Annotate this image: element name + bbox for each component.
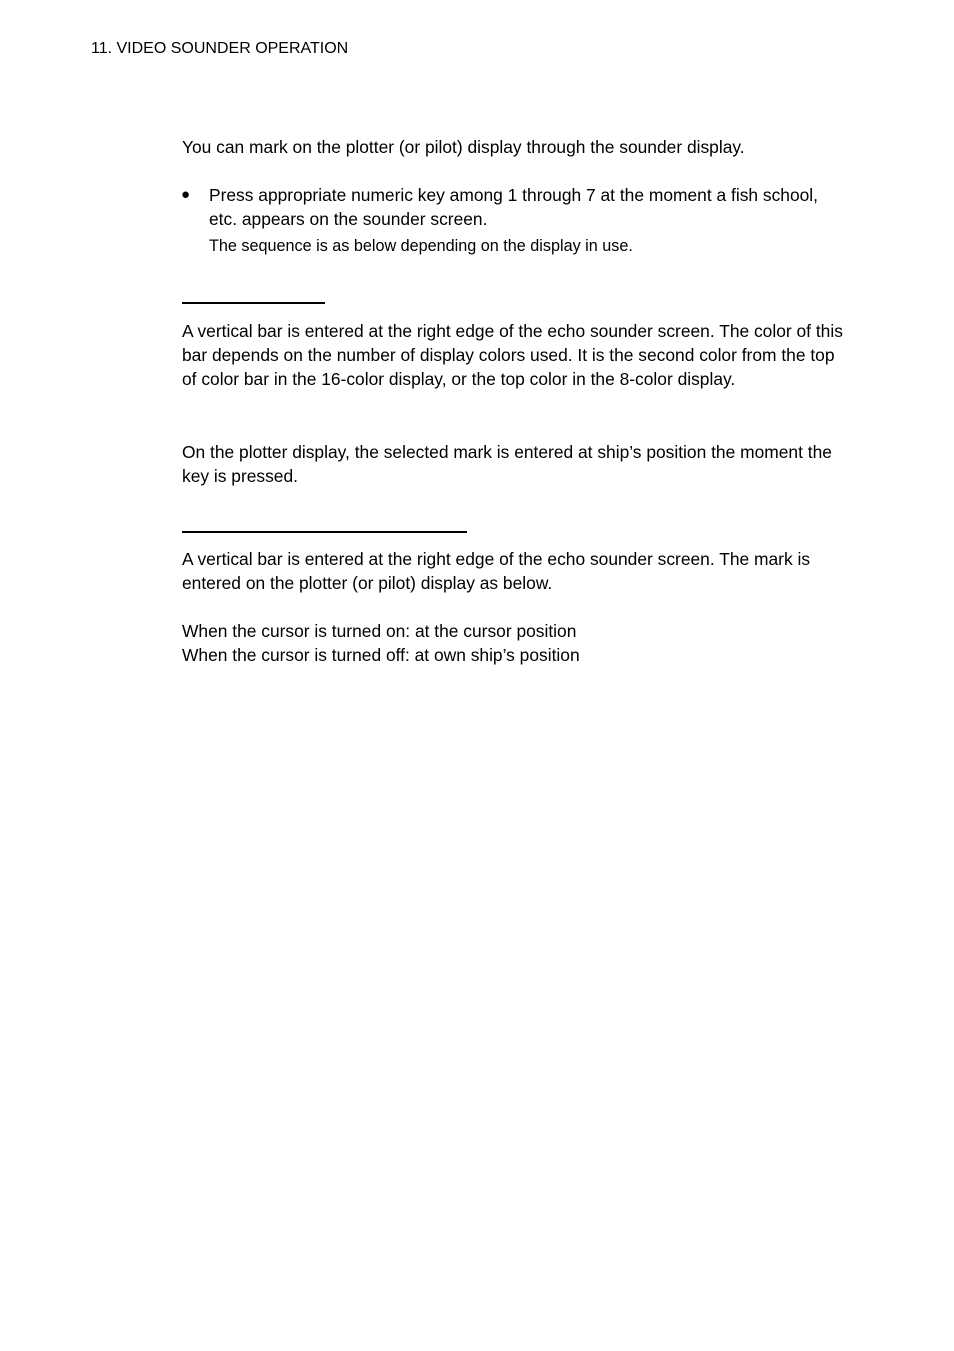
cursor-position-lines — [182, 619, 846, 667]
running-header: 11. VIDEO SOUNDER OPERATION — [91, 40, 349, 57]
section1-heading-underline — [182, 302, 325, 304]
bullet-item-text: Press appropriate numeric key among 1 through 7 at the moment a fish school, etc. appears on the sounder screen. — [209, 185, 818, 230]
sequence-note: The sequence is as below depending on the display in use. — [209, 237, 633, 255]
section1-paragraph-1: A vertical bar is entered at the right edge of the echo sounder screen. The color of this bar depends on the number of display colors used. It is the second color from the top of color bar in the 16-color display, or the top color in the 8-color display. — [182, 321, 843, 390]
section1-paragraph-2: On the plotter display, the selected mark is entered at ship’s position the moment the key is pressed. — [182, 442, 832, 487]
intro-paragraph: You can mark on the plotter (or pilot) display through the sounder display. — [182, 137, 745, 157]
cursor-on-line: When the cursor is turned on: at the cursor position — [182, 621, 577, 641]
section2-paragraph-1: A vertical bar is entered at the right edge of the echo sounder screen. The mark is entered on the plotter (or pilot) display as below. — [182, 549, 811, 594]
bullet-icon: ● — [181, 186, 191, 203]
section2-heading-underline — [182, 531, 467, 533]
cursor-off-line: When the cursor is turned off: at own ship’s position — [182, 645, 580, 666]
